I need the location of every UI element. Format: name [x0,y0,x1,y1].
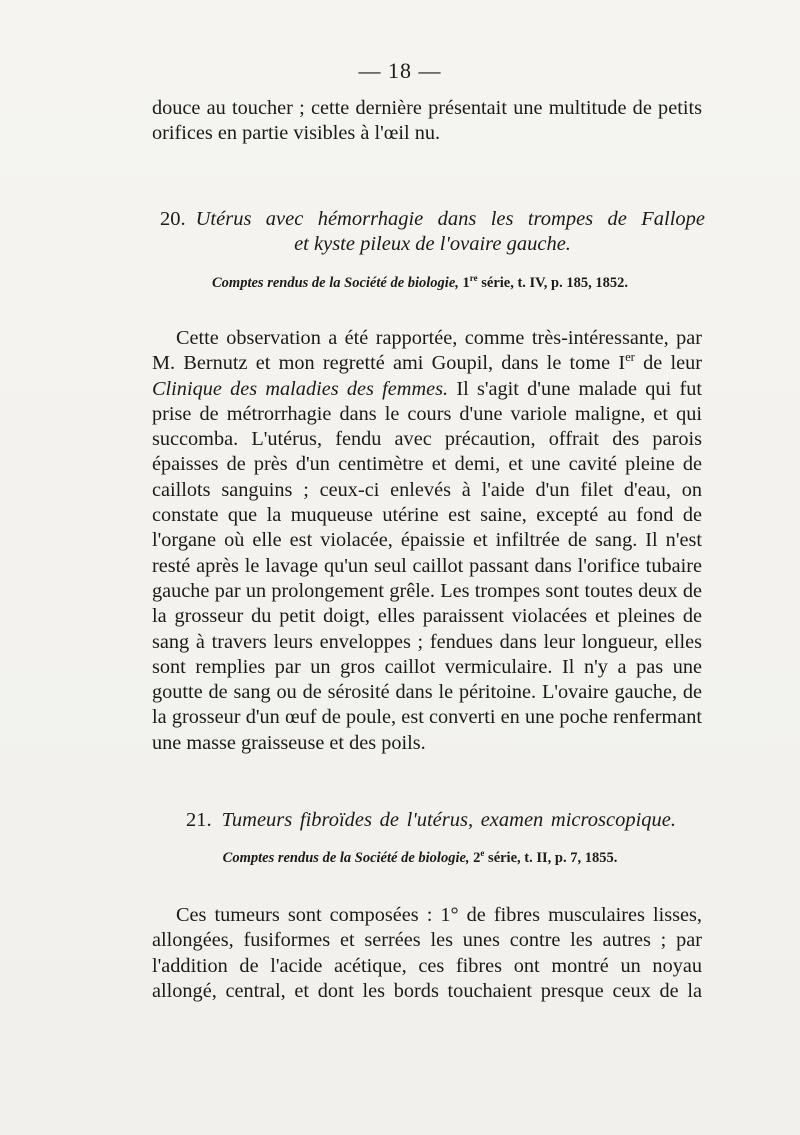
section-21-ref-series: 2 [473,850,481,866]
section-21-reference [0,850,800,867]
section-20-body-b: de leur [634,352,702,375]
section-20-body [152,326,702,756]
section-20-ref-sup: re [469,273,478,284]
section-20-ref-journal: Comptes rendus de la Société de biologie, [212,275,459,291]
section-20-number: 20. [160,208,186,230]
section-20-title-line1 [160,207,705,232]
section-20-body-sup: er [625,350,635,365]
section-20-body-a: Cette observation a été rapportée, comme très-intéressante, par M. Bernutz et mon regretté ami Goupil, dans le tome I [152,327,702,375]
section-21-title [186,808,676,833]
section-21-ref-rest: série, t. II, p. 7, 1855. [484,850,618,866]
section-21-title-text: Tumeurs fibroïdes de l'utérus, examen microscopique. [221,809,676,831]
intro-paragraph: douce au toucher ; cette dernière présentait une multitude de petits orifices en partie visibles à l'œil nu. [152,97,702,145]
section-20-body-italic: Clinique des maladies des femmes. [152,377,449,400]
section-20-reference [0,275,800,292]
section-20-ref-series: 1 [462,275,470,291]
section-20-title [160,207,705,257]
section-20-body-c: Il s'agit d'une malade qui fut prise de métrorrhagie dans le cours d'une variole maligne, et qui succomba. L'utérus, fendu avec précaution, offrait des parois épaisses de près d'un centimètre et demi, et une cavité pleine de caillots sanguins ; ceux-ci enlevés à l'aide d'un filet d'eau, on constate que la muqueuse utérine est saine, excepté au fond de l'organe où elle est violacée, épaissie et infiltrée de sang. Il n'est resté après le lavage qu'un seul caillot passant dans l'orifice tubaire gauche par un prolongement grêle. Les trompes sont toutes deux de la grosseur du petit doigt, elles paraissent violacées et pleines de sang à travers leurs enveloppes ; fendues dans leur longueur, elles sont remplies par un gros caillot vermiculaire. Il n'y a pas une goutte de sang ou de sérosité dans le péritoine. L'ovaire gauche, de la grosseur d'un œuf de poule, est converti en une poche renfermant une masse graisseuse et des poils. [152,377,702,754]
page-number: — 18 — [358,58,442,83]
section-20-title-line2: et kyste pileux de l'ovaire gauche. [294,233,571,255]
section-20-ref-rest: série, t. IV, p. 185, 1852. [477,275,628,291]
section-21-body: Ces tumeurs sont composées : 1° de fibres musculaires lisses, allongées, fusiformes et serrées les unes contre les autres ; par l'addition de l'acide acétique, ces fibres ont montré un noyau allongé, central, et dont les bords touchaient presque ceux de la [152,904,702,1002]
section-21-number: 21. [186,809,212,831]
section-21-ref-journal: Comptes rendus de la Société de biologie, [222,850,470,866]
section-21-title-line [186,808,676,833]
section-20-title-text: Utérus avec hémorrhagie dans les trompes de Fallope [195,208,705,230]
section-21-ref-sup: e [480,848,485,859]
